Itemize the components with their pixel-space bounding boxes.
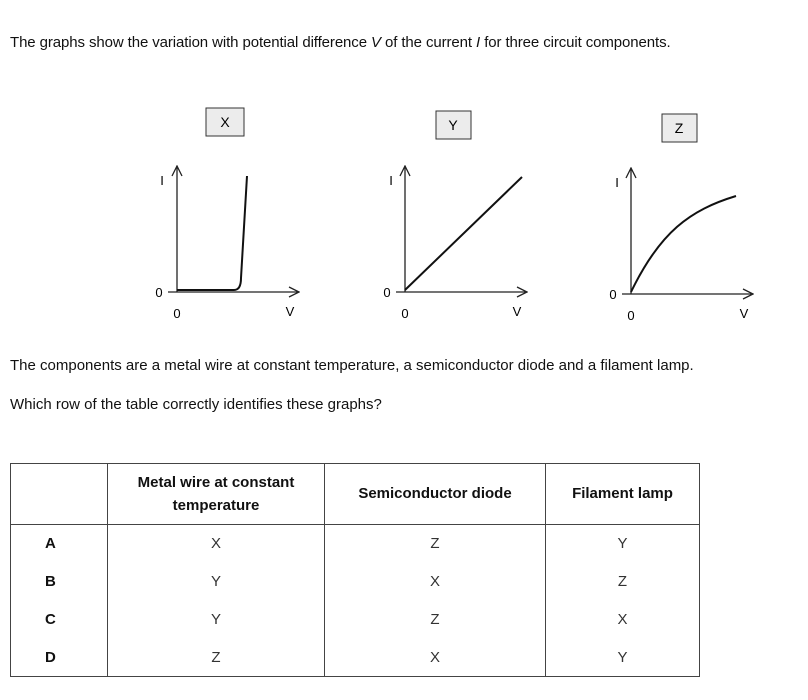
graph-z-origin-x: 0 xyxy=(627,308,635,323)
v-symbol: V xyxy=(371,34,381,51)
intro-part3: for three circuit components. xyxy=(480,34,671,51)
graph-y-x-axis-label: V xyxy=(512,304,522,319)
graph-z-label: Z xyxy=(674,120,684,136)
graph-z-origin-y: 0 xyxy=(609,287,617,302)
graph-x-curve xyxy=(177,176,247,290)
graph-z-x-axis-label: V xyxy=(739,306,749,321)
cell-metal-wire: Y xyxy=(108,562,325,600)
graphs-svg xyxy=(0,0,808,340)
cell-lamp: Y xyxy=(546,638,700,677)
components-text: The components are a metal wire at constant temperature, a semiconductor diode and a filament lamp. xyxy=(10,357,694,374)
cell-diode: Z xyxy=(325,600,546,638)
graph-y-y-axis-label: I xyxy=(389,173,393,188)
graph-z-y-axis-label: I xyxy=(615,175,619,190)
table-row[interactable] xyxy=(11,525,700,563)
intro-part1: The graphs show the variation with potential difference xyxy=(10,34,372,51)
cell-lamp: Z xyxy=(546,562,700,600)
i-symbol: I xyxy=(476,34,481,51)
graph-y-line xyxy=(405,177,522,290)
table-row[interactable] xyxy=(11,600,700,638)
row-label: B xyxy=(11,562,108,600)
cell-metal-wire: X xyxy=(108,525,325,563)
table-header-metal-wire: Metal wire at constant temperature xyxy=(108,464,325,525)
table-header-blank xyxy=(11,464,108,525)
graph-y-origin-x: 0 xyxy=(401,306,409,321)
cell-diode: Z xyxy=(325,525,546,563)
cell-lamp: Y xyxy=(546,525,700,563)
graph-y-origin-y: 0 xyxy=(383,285,391,300)
graph-x-origin-x: 0 xyxy=(173,306,181,321)
graph-y xyxy=(383,111,527,321)
row-label: C xyxy=(11,600,108,638)
table-header-diode: Semiconductor diode xyxy=(325,464,546,525)
graph-z-curve xyxy=(631,196,736,292)
table-header-row xyxy=(11,464,700,525)
table-row[interactable] xyxy=(11,638,700,677)
graph-y-label: Y xyxy=(448,117,458,133)
row-label: D xyxy=(11,638,108,677)
intro-part2: of the current xyxy=(380,34,477,51)
row-label: A xyxy=(11,525,108,563)
graphs-panel xyxy=(0,0,808,340)
graph-x-origin-y: 0 xyxy=(155,285,163,300)
answer-table xyxy=(10,463,700,677)
graph-z xyxy=(609,114,753,323)
cell-diode: X xyxy=(325,638,546,677)
table-row[interactable] xyxy=(11,562,700,600)
graph-x xyxy=(155,108,299,321)
table-header-lamp: Filament lamp xyxy=(546,464,700,525)
graph-x-y-axis-label: I xyxy=(160,173,164,188)
cell-metal-wire: Z xyxy=(108,638,325,677)
graph-x-x-axis-label: V xyxy=(285,304,295,319)
cell-metal-wire: Y xyxy=(108,600,325,638)
question-text: Which row of the table correctly identifies these graphs? xyxy=(10,396,382,413)
cell-lamp: X xyxy=(546,600,700,638)
graph-x-label: X xyxy=(220,114,230,130)
cell-diode: X xyxy=(325,562,546,600)
